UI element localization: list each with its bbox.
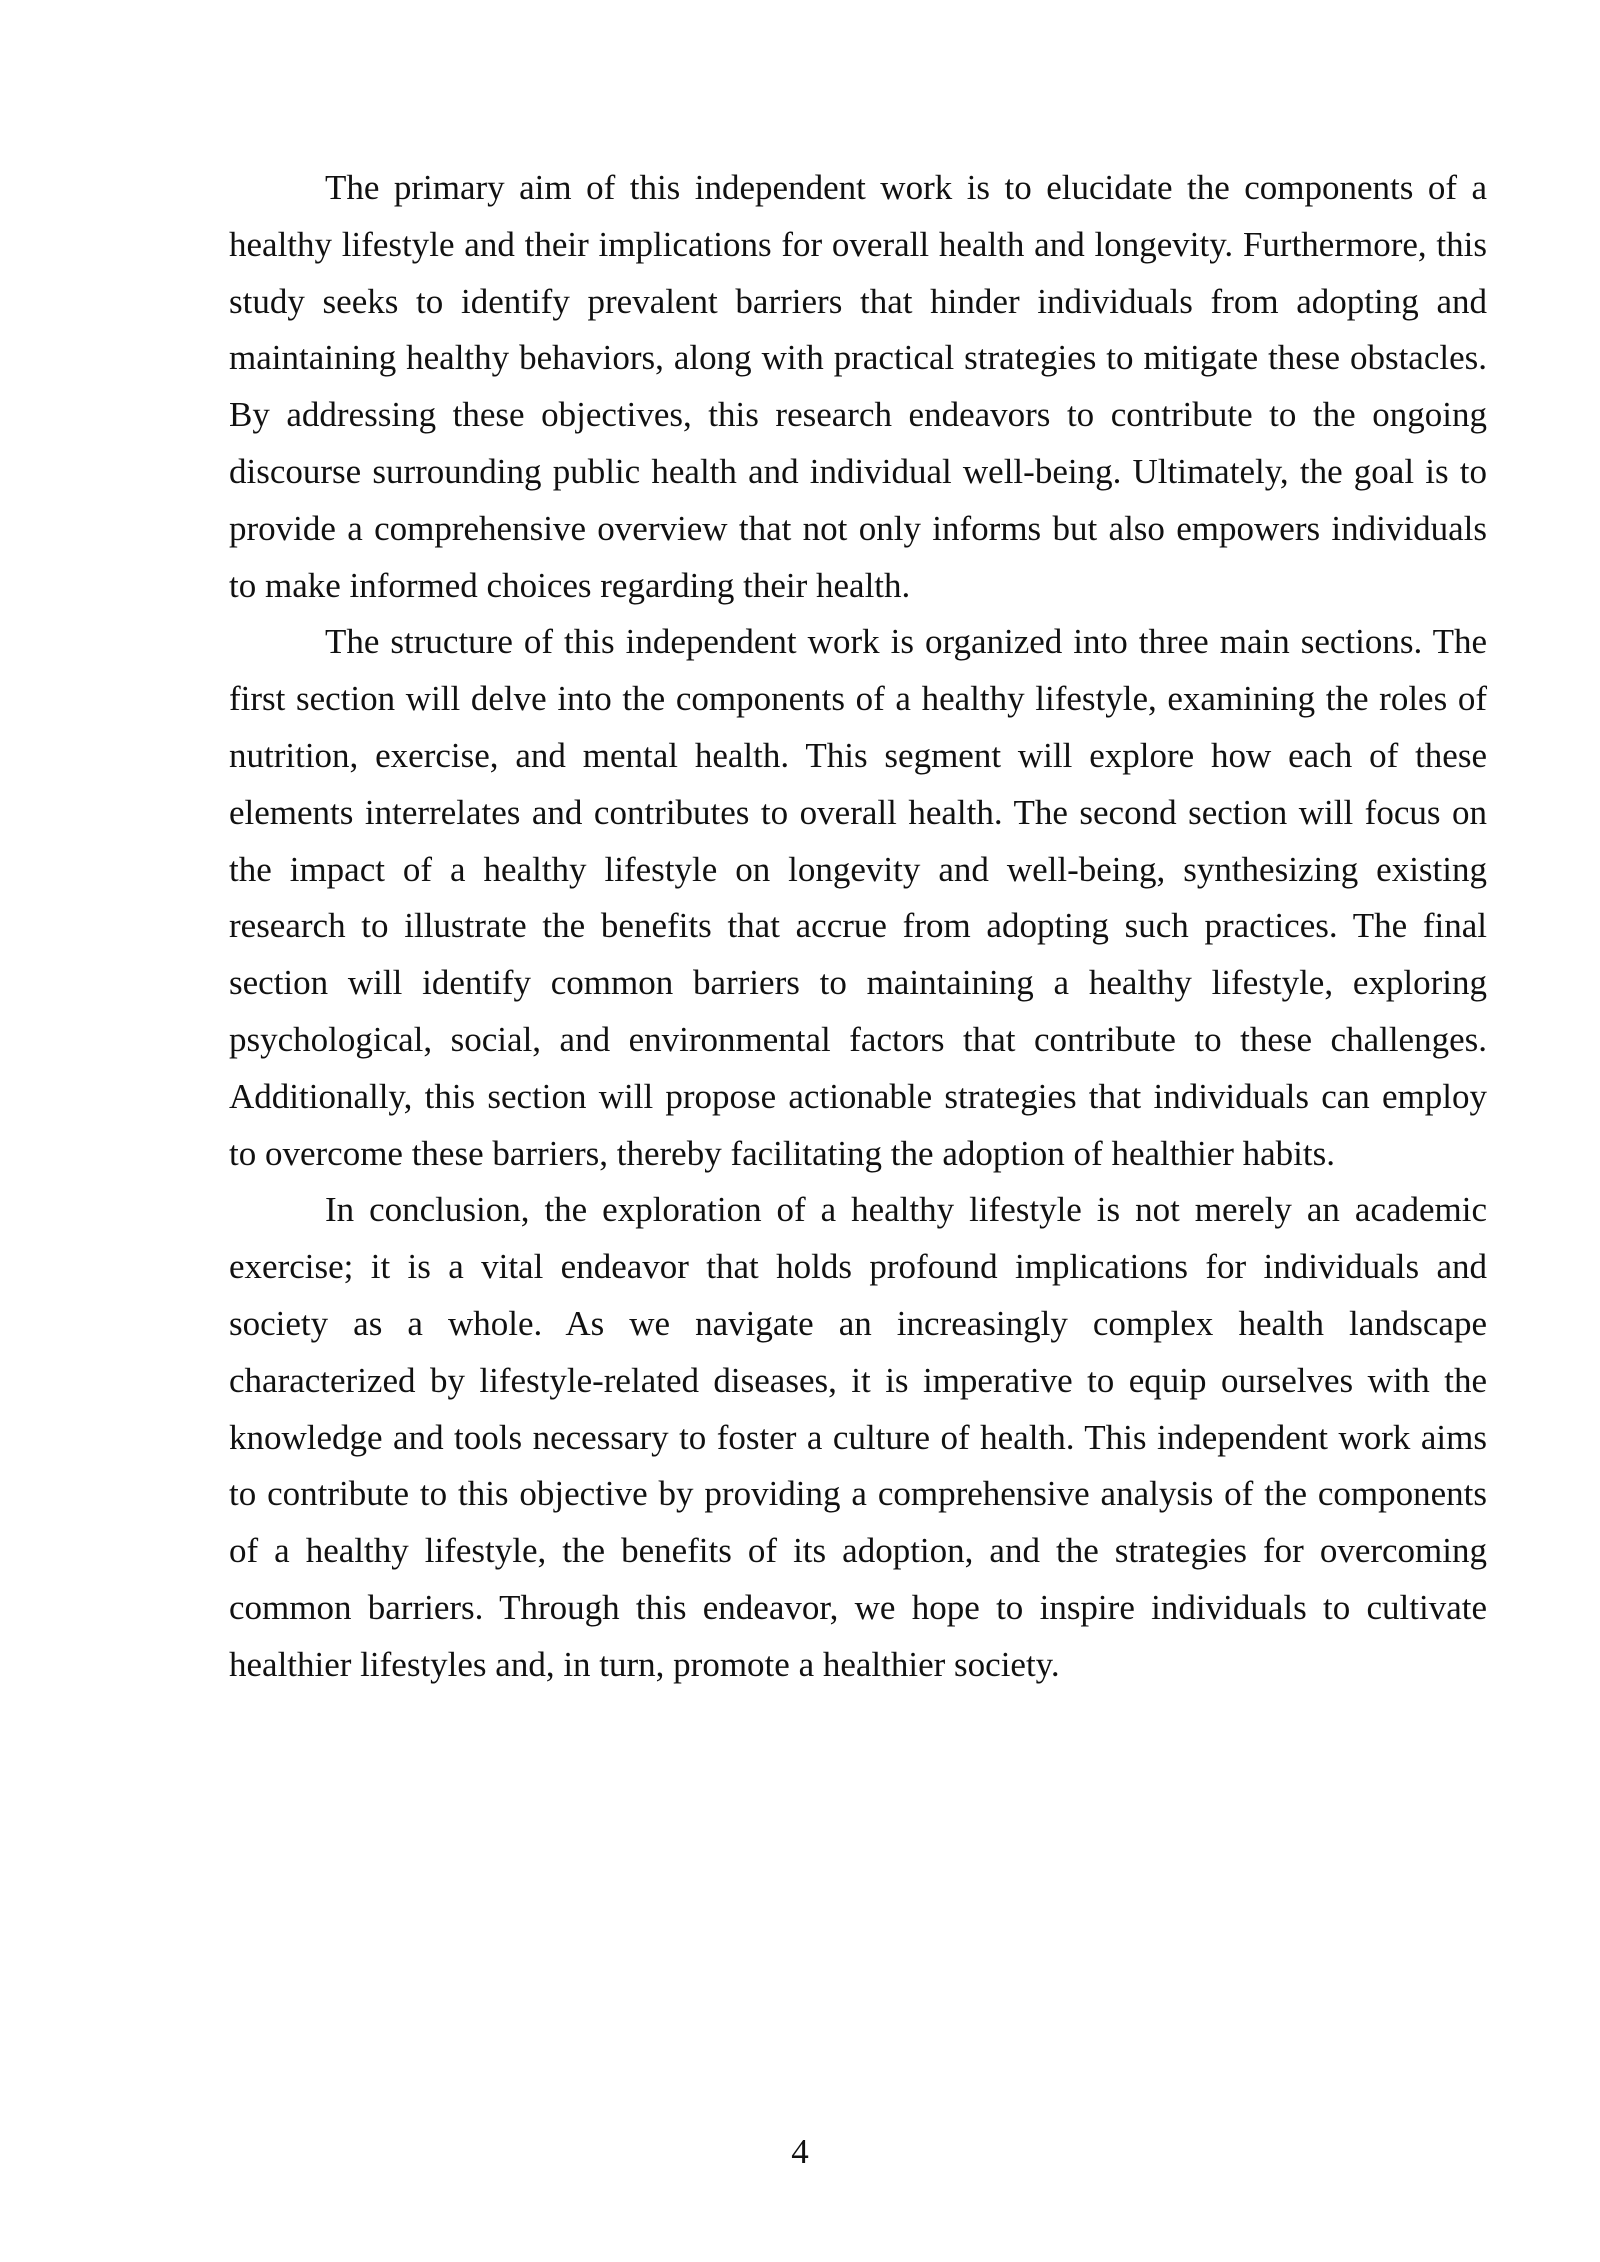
body-text (229, 160, 1487, 1694)
page-number: 4 (791, 2132, 809, 2171)
paragraph-structure: The structure of this independent work is organized into three main sections. The first section will delve into the components of a healthy lifestyle, examining the roles of nutrition, exercise, and mental health. This segment will explore how each of these elements interrelates and contributes to overall health. The second section will focus on the impact of a healthy lifestyle on longevity and well-being, synthesizing existing research to illustrate the benefits that accrue from adopting such practices. The final section will identify common barriers to maintaining a healthy lifestyle, exploring psychological, social, and environmental factors that contribute to these challenges. Additionally, this section will propose actionable strategies that individuals can employ to overcome these barriers, thereby facilitating the adoption of healthier habits. (229, 622, 1487, 1173)
paragraph-aim: The primary aim of this independent work is to elucidate the components of a healthy lifestyle and their implications for overall health and longevity. Furthermore, this study seeks to identify prevalent barriers that hinder individuals from adopting and maintaining healthy behaviors, along with practical strategies to mitigate these obstacles. By addressing these objectives, this research endeavors to contribute to the ongoing discourse surrounding public health and individual well-being. Ultimately, the goal is to provide a comprehensive overview that not only informs but also empowers individuals to make informed choices regarding their health. (229, 168, 1487, 605)
paragraph-conclusion: In conclusion, the exploration of a healthy lifestyle is not merely an academic exercise; it is a vital endeavor that holds profound implications for individuals and society as a whole. As we navigate an increasingly complex health landscape characterized by lifestyle-related diseases, it is imperative to equip ourselves with the knowledge and tools necessary to foster a culture of health. This independent work aims to contribute to this objective by providing a comprehensive analysis of the components of a healthy lifestyle, the benefits of its adoption, and the strategies for overcoming common barriers. Through this endeavor, we hope to inspire individuals to cultivate healthier lifestyles and, in turn, promote a healthier society. (229, 1190, 1487, 1684)
